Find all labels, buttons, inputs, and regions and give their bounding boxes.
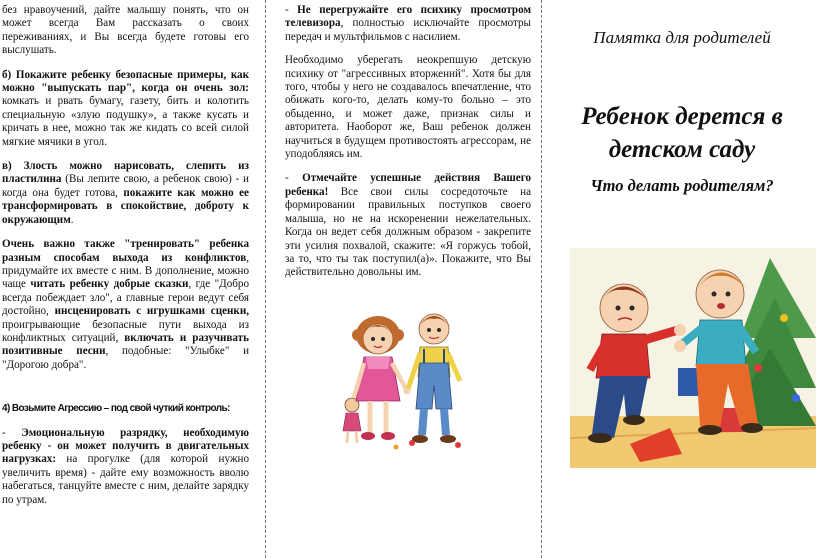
draw-anger-text: (Вы лепите свою, а ребенок свою) - и когда она будет готова, (2, 173, 249, 199)
column-middle (283, 0, 533, 558)
paragraph-listen: без нравоучений, дайте малышу понять, что он может всегда Вам рассказать о своих переживаниях, и Вы всегда будете готовы его выслушать. (2, 4, 249, 57)
train-child-text-1: , придумайте их вместе с ним. В дополнение, можно чаще (2, 251, 249, 291)
safe-examples-text: комкать и рвать бумагу, газету, бить и колотить специальную «злую подушку», а также кусать и кричать в нее, можно так же кидать со всей силой мягкие мячики в угол. (2, 95, 249, 148)
draw-anger-heading: в) Злость можно нарисовать, слепить из пластилина (2, 160, 249, 186)
draw-anger-transform: покажите как можно ее трансформировать в спокойствие, доброту к окружающим (2, 186, 249, 226)
column-left (0, 0, 251, 558)
praise-text: Все свои силы сосредоточьте на формировании правильных поступков своего малыша, но не на искоренении нежелательных. Когда он ведет себя должным образом - закрепите эти усилия похвалой, скажите: «Я горжусь тобой, за то, что ты так поступил(а)». Покажите, что Вы действительно довольны им. (285, 185, 531, 279)
kids-holding-hands-illustration (330, 305, 475, 457)
boys-fighting-illustration (570, 248, 816, 468)
stage-toys-text: инсценировать с игрушками сценки, (54, 305, 249, 318)
leaflet-subtitle: Памятка для родителей (593, 28, 771, 47)
leaflet-question: Что делать родителям? (590, 176, 774, 195)
paragraph-emotional-release (2, 427, 249, 507)
praise-dash: - (285, 172, 303, 185)
tv-dash: - (285, 4, 298, 16)
praise-heading: Отмечайте успешные действия Вашего ребенка! (285, 172, 531, 198)
paragraph-train-child (2, 238, 249, 372)
positive-songs-text: включать и разучивать позитивные песни (2, 331, 249, 358)
train-child-text-2: , где "Добро всегда побеждает зло", а главные герои ведут себя достойно, (2, 278, 249, 318)
emotional-release-text: на прогулке (для которой нужно увеличить время) - дайте ему возможность вволю набегаться, танцуйте вместе с ним, делайте зарядку по утрам. (2, 453, 249, 506)
paragraph-tv (285, 4, 531, 44)
column-divider-1 (265, 0, 266, 558)
paragraph-safe-examples (2, 69, 249, 149)
train-child-heading: Очень важно также "тренировать" ребенка разным способам выхода из конфликтов (2, 238, 249, 264)
tv-text: , полностью исключайте просмотры передач и мультфильмов с насилием. (285, 17, 531, 43)
paragraph-praise (285, 172, 531, 279)
emotional-release-dash: - (2, 426, 22, 439)
doll-figure (343, 398, 361, 443)
train-child-end: , подобные: "Улыбке" и "Дорогою добра". (2, 345, 250, 371)
read-tales-text: читать ребенку добрые сказки (30, 278, 189, 291)
tv-heading: Не перегружайте его психику просмотром телевизора (285, 4, 531, 30)
girl-figure (352, 316, 406, 440)
paragraph-draw-anger (2, 160, 249, 227)
emotional-release-heading: Эмоциональную разрядку, необходимую ребенку - он может получить в двигательных нагрузках: (2, 426, 249, 466)
column-divider-2 (541, 0, 542, 558)
section-heading-4: 4) Возьмите Агрессию – под свой чуткий контроль: (2, 403, 230, 415)
safe-examples-heading: б) Покажите ребенку безопасные примеры, как можно "выпускать пар", когда он очень зол: (2, 68, 249, 95)
train-child-text-3: проигрывающие безопасные пути выхода из конфликтных ситуаций, (2, 318, 249, 344)
draw-anger-end: . (70, 213, 74, 226)
boy-figure (404, 314, 461, 443)
paragraph-protect-psyche: Необходимо уберегать неокрепшую детскую психику от "агрессивных вторжений". Хотя бы для того, чтобы у него не создавалось впечатление, что обижать кого-то, делать кому-то больно – это обыденно, и может даже, признак силы и авторитета. Наоборот же, Ваш ребенок должен научиться в будущем противостоять агрессорам, не уподобляясь им. (285, 54, 531, 161)
leaflet-title: Ребенок дерется в детском саду (581, 103, 783, 163)
